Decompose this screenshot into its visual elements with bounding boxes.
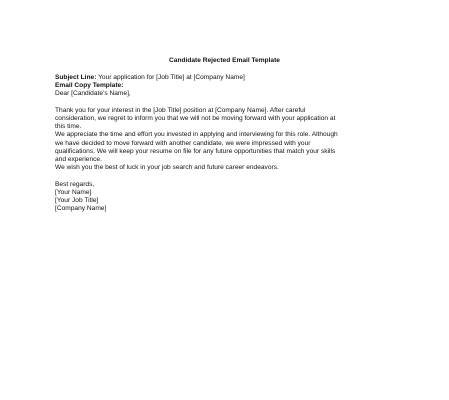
email-template-body: [55, 74, 400, 213]
paragraph-2-line: qualifications. We will keep your resume on file for any future opportunities that match your skills: [55, 147, 336, 155]
paragraph-1-line: this time.: [55, 123, 82, 131]
email-copy-label: Email Copy Template:: [55, 82, 124, 90]
paragraph-2-line: we have decided to move forward with another candidate, we were impressed with your: [55, 139, 311, 147]
subject-value: Your application for [Job Title] at [Company Name]: [98, 74, 245, 81]
document-title: Candidate Rejected Email Template: [169, 57, 280, 64]
paragraph-2-line: and experience.: [55, 156, 102, 164]
signoff-company: [Company Name]: [55, 205, 107, 213]
paragraph-1-line: consideration, we regret to inform you that we will not be moving forward with your application at: [55, 115, 336, 122]
spacer: [55, 99, 400, 107]
signoff-job-title: [Your Job Title]: [55, 197, 99, 205]
paragraph-3: We wish you the best of luck in your job search and future career endeavors.: [55, 164, 279, 172]
paragraph-2-line: We appreciate the time and effort you invested in applying and interviewing for this role. Although: [55, 131, 338, 139]
subject-line: [55, 74, 400, 82]
greeting: Dear [Candidate’s Name],: [55, 90, 131, 98]
signoff-closing: Best regards,: [55, 180, 95, 188]
signoff-name: [Your Name]: [55, 188, 92, 196]
subject-label: Subject Line:: [55, 74, 97, 81]
spacer: [55, 172, 400, 180]
paragraph-1-line: Thank you for your interest in the [Job Title] position at [Company Name]. After careful: [55, 106, 306, 114]
